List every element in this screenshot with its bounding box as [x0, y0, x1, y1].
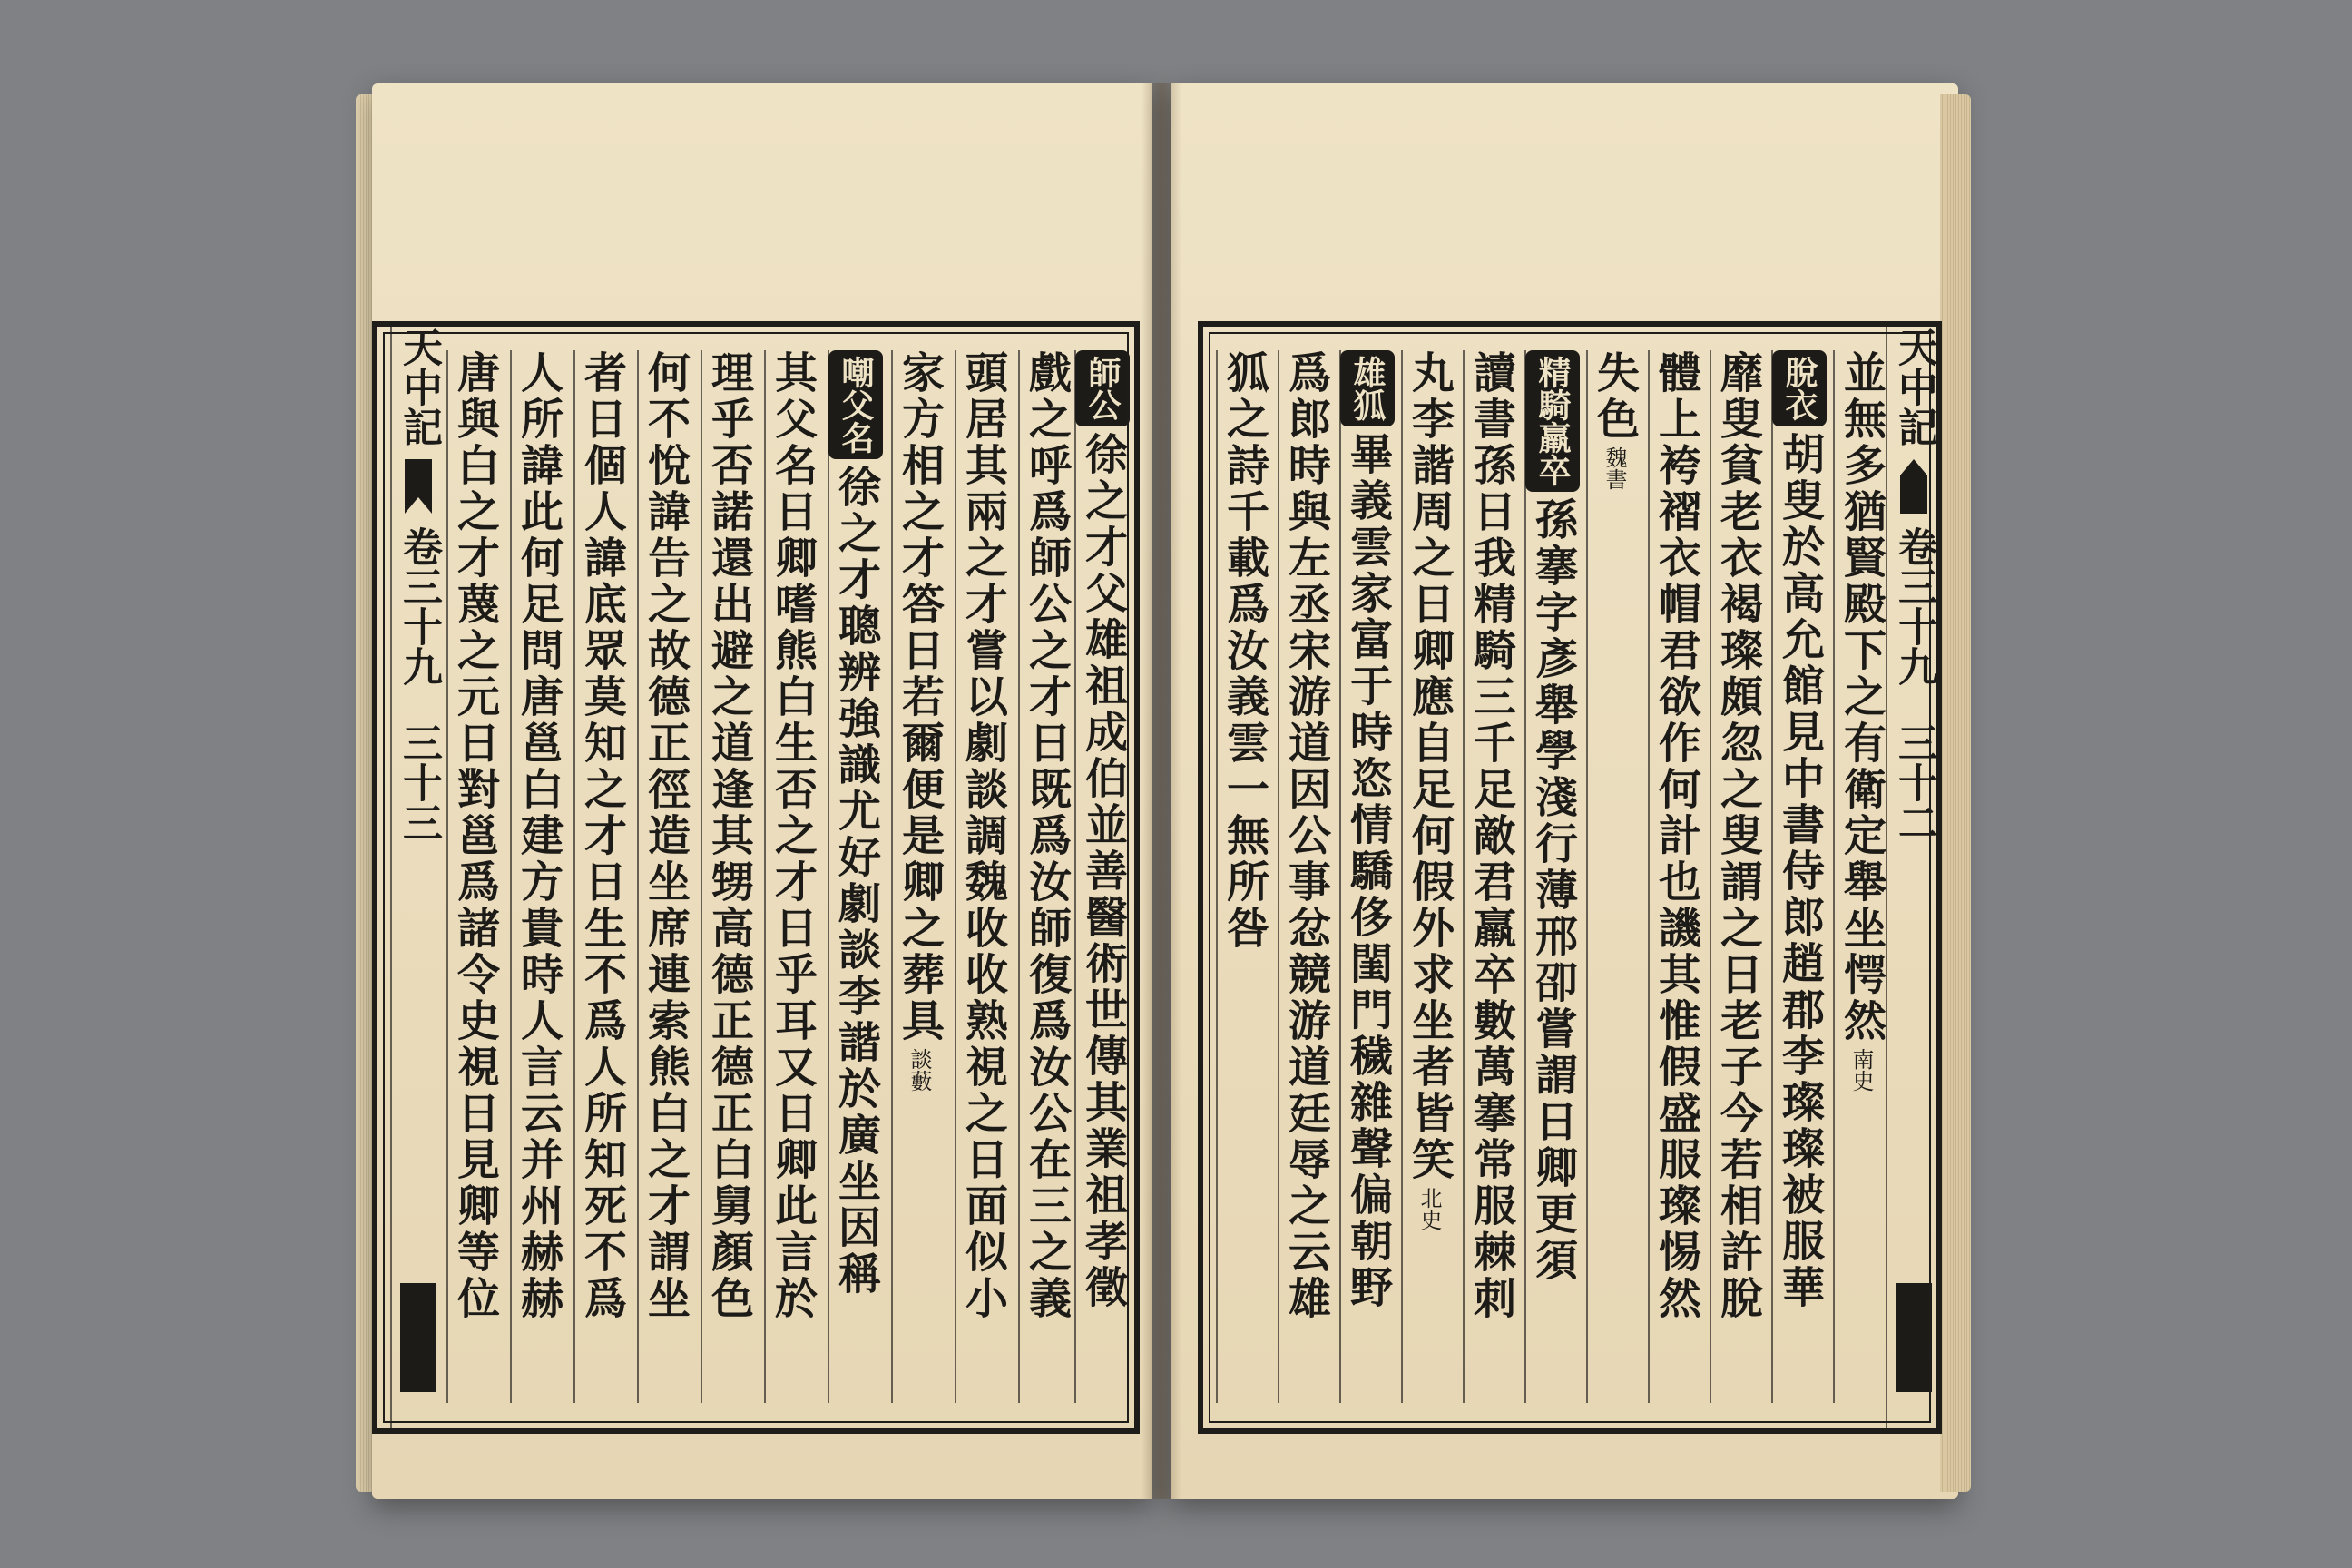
- left-page-margin: [390, 327, 445, 1428]
- column-text: 理乎否諾還出避之道逢其甥高德正德正白舅顏色: [704, 350, 754, 1322]
- text-column: [1278, 350, 1332, 1403]
- text-column: [1524, 350, 1579, 1403]
- text-column: [1710, 350, 1764, 1403]
- text-column: [1216, 350, 1270, 1403]
- column-text: 何不悅諱告之故德正徑造坐席連索熊白之才謂坐: [641, 350, 691, 1322]
- text-column: [1074, 350, 1129, 1403]
- column-text: 爲郎時與左丞宋游道因公事忿競游道廷辱之云雄: [1281, 350, 1331, 1322]
- page-number: 三十二: [1891, 722, 1937, 842]
- text-column: [891, 350, 946, 1403]
- column-text: 者日個人諱底眾莫知之才日生不爲人所知死不爲: [577, 350, 627, 1322]
- column-text: 頭居其兩之才嘗以劇談調魏收收熟視之日面似小: [958, 350, 1008, 1322]
- column-text: 家方相之才答日若爾便是卿之葬具: [895, 350, 945, 1044]
- text-column: [1339, 350, 1394, 1403]
- book-title: 天中記: [1891, 327, 1937, 446]
- text-column: [1771, 350, 1826, 1403]
- column-text: 徐之才聰辨強識尤好劇談李諧於廣坐因稱: [831, 465, 881, 1298]
- source-note: 北史: [1416, 1187, 1442, 1230]
- text-column: [510, 350, 564, 1403]
- black-fishtail-bar: [400, 1283, 436, 1392]
- right-text-frame: [1198, 321, 1942, 1434]
- text-column: [955, 350, 1009, 1403]
- black-fishtail-bar: [1896, 1283, 1932, 1392]
- text-column: [573, 350, 628, 1403]
- fish-tail-mark-icon: [405, 459, 432, 514]
- column-text: 孫搴字彥舉學淺行薄邢卲嘗謂日卿更須: [1528, 497, 1578, 1284]
- source-note: 談藪: [906, 1048, 932, 1092]
- topic-tag: 師公: [1075, 350, 1130, 426]
- page-number: 三十三: [396, 722, 442, 842]
- column-text: 體上袴褶衣帽君欲作何計也譏其惟假盛服璨惕然: [1651, 350, 1701, 1322]
- column-text: 胡叟於高允館見中書侍郎趙郡李璨璨被服華: [1775, 432, 1825, 1311]
- open-book: [356, 83, 1971, 1499]
- column-text: 讀書孫日我精騎三千足敵君羸卒數萬搴常服棘刺: [1466, 350, 1516, 1322]
- column-text: 其父名日卿嗜熊白生否之才日乎耳又日卿此言於: [768, 350, 818, 1322]
- text-column: [1018, 350, 1073, 1403]
- book-gutter: [1142, 83, 1181, 1499]
- text-column: [1401, 350, 1455, 1403]
- text-column: [701, 350, 755, 1403]
- book-title: 天中記: [396, 327, 442, 446]
- column-text: 唐與白之才蔑之元日對邕爲諸令史視日見卿等位: [450, 350, 500, 1322]
- topic-tag: 脫衣: [1772, 350, 1827, 426]
- text-column: [764, 350, 818, 1403]
- text-column: [446, 350, 501, 1403]
- volume-label: 卷三十九: [1891, 526, 1937, 686]
- topic-tag: 精騎羸卒: [1525, 350, 1580, 492]
- topic-tag: 嘲父名: [828, 350, 883, 459]
- source-note: 南史: [1848, 1048, 1874, 1092]
- text-column: [828, 350, 882, 1403]
- text-column: [1463, 350, 1517, 1403]
- column-text: 狐之詩千載爲汝義雲一無所咎: [1220, 350, 1269, 952]
- source-note: 魏書: [1602, 446, 1627, 490]
- left-text-frame: [372, 321, 1140, 1434]
- right-page-margin: [1886, 327, 1940, 1428]
- column-text: 畢義雲家富于時恣情驕侈閨門穢雜聲偏朝野: [1343, 432, 1393, 1311]
- column-text: 人所諱此何足問唐邕白建方貴時人言云并州赫赫: [514, 350, 564, 1322]
- column-text: 失色: [1590, 350, 1640, 443]
- text-column: [1833, 350, 1887, 1403]
- column-text: 並無多猶賢殿下之有衛定舉坐愕然: [1837, 350, 1886, 1044]
- column-text: 徐之才父雄祖成伯並善醫術世傳其業祖孝徵: [1078, 432, 1128, 1311]
- column-text: 靡叟貧老衣褐璨頗忽之叟謂之日老子今若相許脫: [1713, 350, 1763, 1322]
- volume-label: 卷三十九: [396, 526, 442, 686]
- column-text: 戲之呼爲師公之才日既爲汝師復爲汝公在三之義: [1022, 350, 1072, 1322]
- page-edges-right: [1940, 94, 1971, 1492]
- topic-tag: 雄狐: [1340, 350, 1395, 426]
- text-column: [1648, 350, 1702, 1403]
- fish-tail-mark-icon: [1900, 459, 1927, 514]
- column-text: 丸李諧周之日卿應自足何假外求坐者皆笑: [1405, 350, 1455, 1183]
- text-column: [637, 350, 691, 1403]
- text-column: [1586, 350, 1641, 1403]
